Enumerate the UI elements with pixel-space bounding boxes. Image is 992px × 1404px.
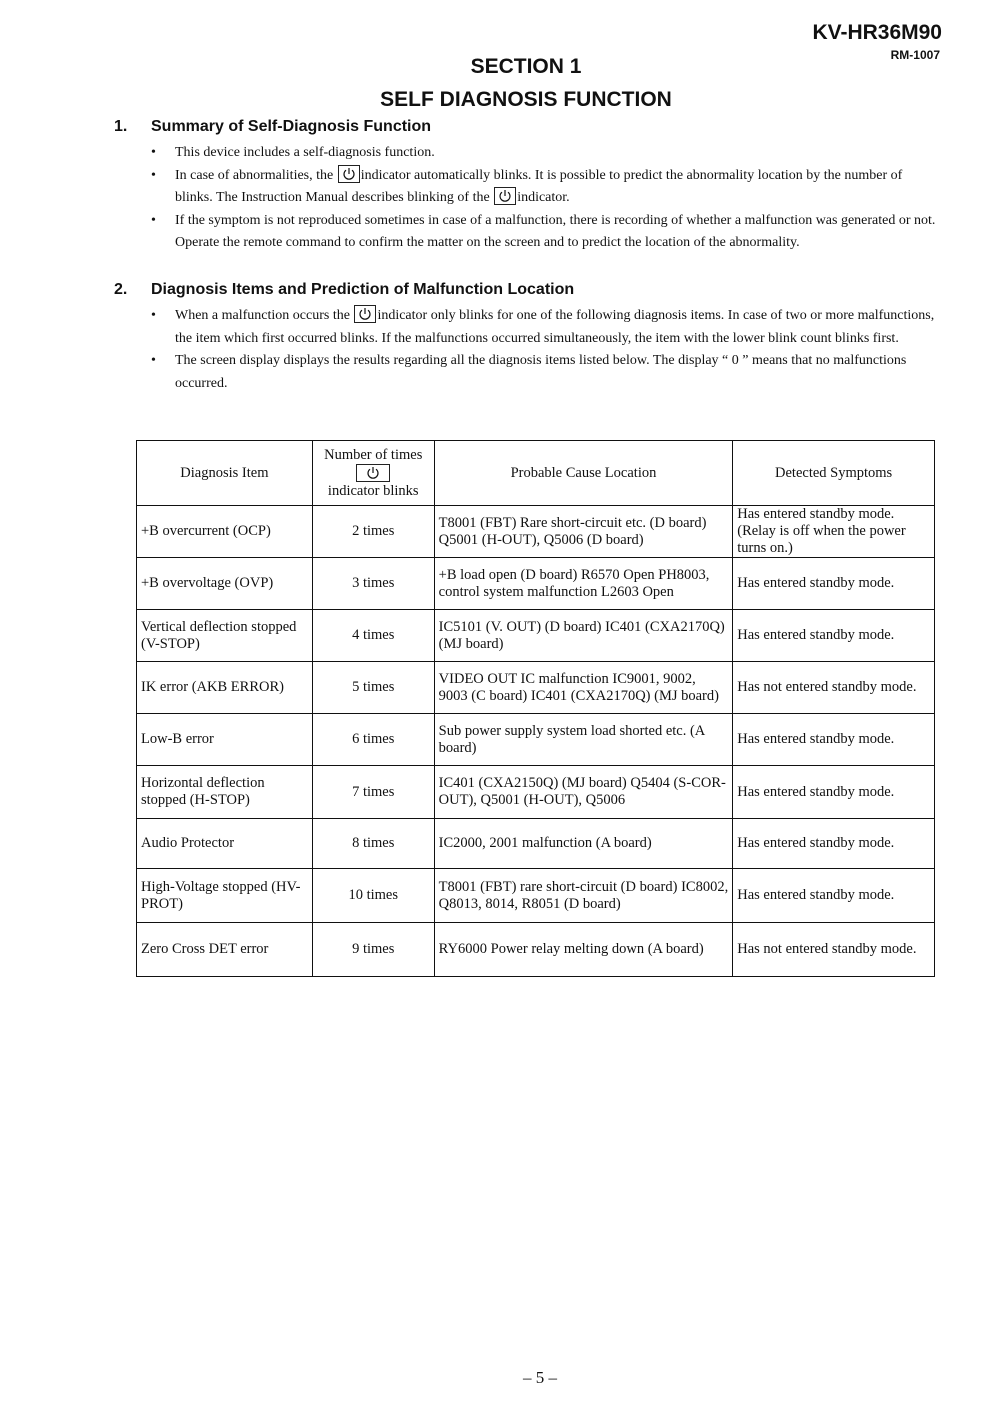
header-count-bottom: indicator blinks [327,482,419,499]
bullet-item: • This device includes a self-diagnosis function. [151,145,435,160]
power-icon [354,305,376,323]
heading-summary [114,118,431,136]
cell-count: 10 times [312,869,434,923]
heading-number: 1. [114,118,128,135]
diagnosis-bullets [151,305,943,395]
bullet-text: indicator automatically blinks. It is possible to predict the abnormality location by the number of blinks. The Instruction Manual describes blinking of the [175,167,903,205]
page-number: – 5 – [523,1368,557,1387]
table-row [137,714,935,766]
cell-count: 8 times [312,819,434,869]
cell-item: High-Voltage stopped (HV-PROT) [137,869,313,923]
bullet-text: This device includes a self-diagnosis function. [175,145,435,160]
bullet-item: • When a malfunction occurs the indicator only blinks for one of the following diagnosis items. In case of two or more malfunctions, the item which first occurred blinks. If the malfunctions occurred simultaneously, the item with the lower blink count blinks first. [151,305,943,350]
header-cause: Probable Cause Location [434,441,733,506]
header-symptom: Detected Symptoms [733,441,935,506]
table-row [137,610,935,662]
power-icon [356,464,390,482]
cell-count: 9 times [312,923,434,977]
cell-cause: Sub power supply system load shorted etc. (A board) [434,714,733,766]
bullet-text: indicator only blinks for one of the following diagnosis items. In case of two or more malfunctions, the item which first occurred blinks. If the malfunctions occurred simultaneously, the item with the lower blink count blinks first. [175,308,935,346]
cell-symptom: Has entered standby mode. [733,819,935,869]
cell-symptom: Has entered standby mode. [733,558,935,610]
bullet-item: • If the symptom is not reproduced sometimes in case of a malfunction, there is recording of whether a malfunction was generated or not. Operate the remote command to confirm the matter on the screen and to predict the location of the abnormality. [151,212,936,250]
cell-cause: RY6000 Power relay melting down (A board) [434,923,733,977]
cell-cause: IC5101 (V. OUT) (D board) IC401 (CXA2170Q) (MJ board) [434,610,733,662]
heading-text: Diagnosis Items and Prediction of Malfunction Location [151,281,575,298]
section-number: SECTION 1 [470,55,582,78]
summary-bullets [151,142,943,255]
chassis-number: RM-1007 [890,48,940,62]
cell-cause: VIDEO OUT IC malfunction IC9001, 9002, 9003 (C board) IC401 (CXA2170Q) (MJ board) [434,662,733,714]
table-row [137,558,935,610]
cell-count: 2 times [312,506,434,558]
cell-symptom: Has not entered standby mode. [733,662,935,714]
cell-symptom: Has entered standby mode. [733,766,935,819]
diagnosis-table [136,440,935,977]
cell-count: 6 times [312,714,434,766]
cell-item: Low-B error [137,714,313,766]
bullet-item: • The screen display displays the results regarding all the diagnosis items listed below. The display “ 0 ” means that no malfunctions occurred. [151,353,907,391]
header-blink-count [312,441,434,506]
bullet-text: If the symptom is not reproduced sometimes in case of a malfunction, there is recording of whether a malfunction was generated or not. Operate the remote command to confirm the matter on the screen and to predict the location of the abnormality. [175,212,936,250]
table-row [137,819,935,869]
heading-text: Summary of Self-Diagnosis Function [151,118,432,135]
table-row [137,869,935,923]
bullet-text: The screen display displays the results regarding all the diagnosis items listed below. The display “ 0 ” means that no malfunctions occurred. [175,353,907,391]
cell-item: IK error (AKB ERROR) [137,662,313,714]
header-count-top: Number of times [324,446,423,463]
table-row [137,662,935,714]
cell-cause: T8001 (FBT) Rare short-circuit etc. (D board) Q5001 (H-OUT), Q5006 (D board) [434,506,733,558]
table-row [137,506,935,558]
table-header-row [137,441,935,506]
cell-cause: +B load open (D board) R6570 Open PH8003, control system malfunction L2603 Open [434,558,733,610]
cell-item: Vertical deflection stopped (V-STOP) [137,610,313,662]
cell-item: +B overcurrent (OCP) [137,506,313,558]
cell-cause: IC401 (CXA2150Q) (MJ board) Q5404 (S-COR-OUT), Q5001 (H-OUT), Q5006 [434,766,733,819]
cell-count: 5 times [312,662,434,714]
cell-item: Horizontal deflection stopped (H-STOP) [137,766,313,819]
cell-item: +B overvoltage (OVP) [137,558,313,610]
cell-cause: T8001 (FBT) rare short-circuit (D board) IC8002, Q8013, 8014, R8051 (D board) [434,869,733,923]
cell-symptom: Has not entered standby mode. [733,923,935,977]
cell-item: Zero Cross DET error [137,923,313,977]
cell-symptom: Has entered standby mode. [733,714,935,766]
cell-count: 4 times [312,610,434,662]
table-row [137,923,935,977]
cell-item: Audio Protector [137,819,313,869]
header-diagnosis-item: Diagnosis Item [137,441,313,506]
bullet-text: In case of abnormalities, the [175,167,334,183]
heading-number: 2. [114,281,128,298]
heading-diagnosis-items [114,281,574,299]
cell-symptom: Has entered standby mode. [733,869,935,923]
power-icon [338,165,360,183]
power-icon [494,187,516,205]
cell-symptom: Has entered standby mode. (Relay is off when the power turns on.) [733,506,935,558]
section-title: SELF DIAGNOSIS FUNCTION [380,88,672,111]
bullet-text: indicator. [517,190,570,205]
cell-count: 3 times [312,558,434,610]
bullet-text: When a malfunction occurs the [175,308,350,323]
cell-symptom: Has entered standby mode. [733,610,935,662]
cell-count: 7 times [312,766,434,819]
table-row [137,766,935,819]
bullet-item: • In case of abnormalities, the indicator automatically blinks. It is possible to predict the abnormality location by the number of blinks. The Instruction Manual describes blinking of the indicator. [151,165,943,210]
model-number: KV-HR36M90 [812,21,942,44]
cell-cause: IC2000, 2001 malfunction (A board) [434,819,733,869]
